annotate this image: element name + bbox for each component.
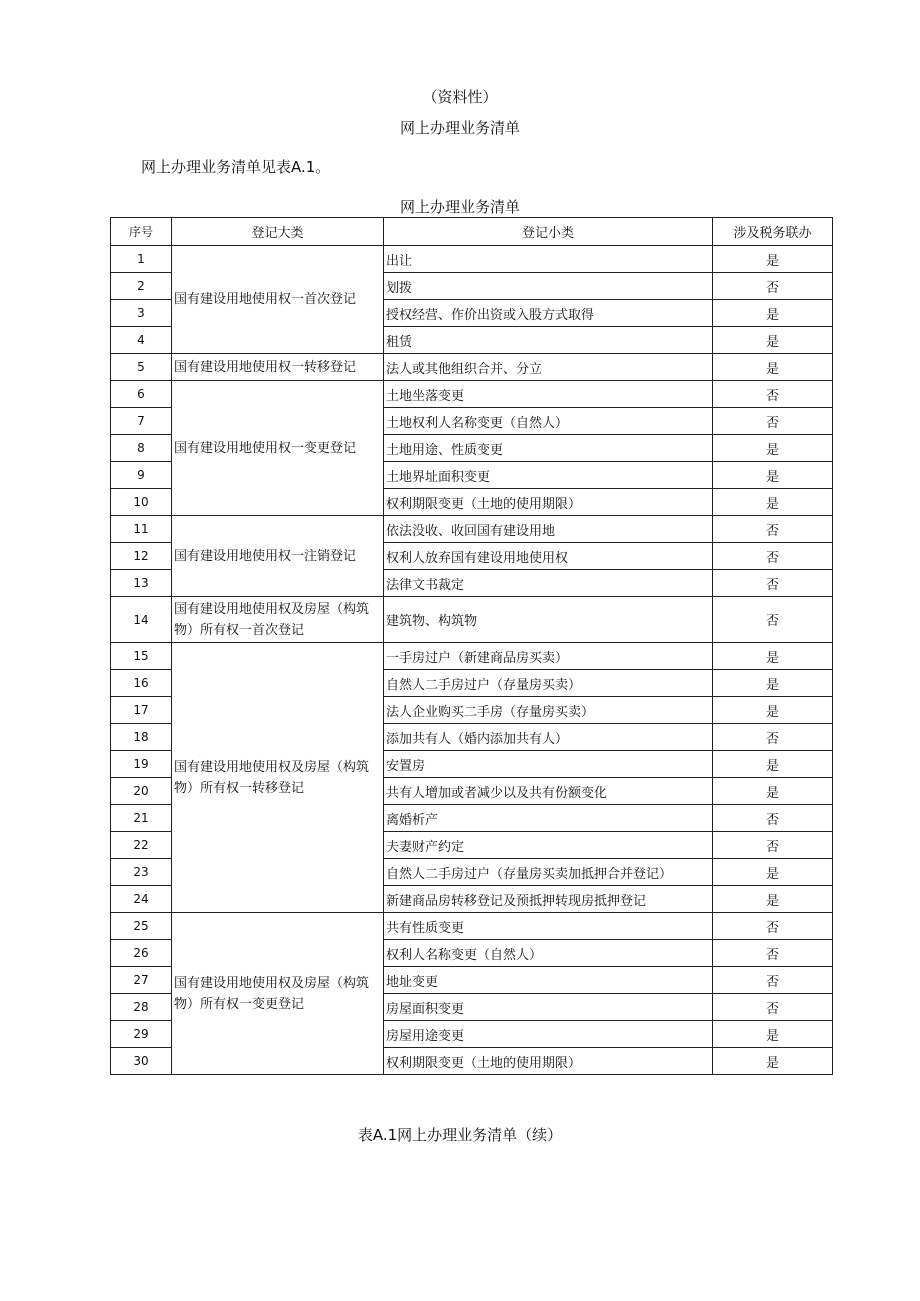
subcategory-cell: 土地界址面积变更 [384,462,713,489]
subcategory-cell: 授权经营、作价出资或入股方式取得 [384,300,713,327]
row-no: 22 [111,832,172,859]
table-caption: 网上办理业务清单 [399,198,520,216]
tax-cell: 是 [713,1048,833,1075]
row-no: 20 [111,778,172,805]
subcategory-cell: 法律文书裁定 [384,570,713,597]
row-no: 12 [111,543,172,570]
subcategory-cell: 共有人增加或者减少以及共有份额变化 [384,778,713,805]
row-no: 2 [111,273,172,300]
row-no: 10 [111,489,172,516]
subcategory-cell: 土地用途、性质变更 [384,435,713,462]
tax-cell: 是 [713,778,833,805]
table-row [111,597,833,643]
category-cell: 国有建设用地使用权一首次登记 [172,246,384,354]
subcategory-cell: 法人企业购买二手房（存量房买卖） [384,697,713,724]
row-no: 18 [111,724,172,751]
category-cell: 国有建设用地使用权一转移登记 [172,354,384,381]
tax-cell: 否 [713,994,833,1021]
category-cell: 国有建设用地使用权及房屋（构筑物）所有权一变更登记 [172,913,384,1075]
row-no: 17 [111,697,172,724]
table-header-row [111,218,833,246]
row-no: 21 [111,805,172,832]
subcategory-cell: 出让 [384,246,713,273]
row-no: 1 [111,246,172,273]
row-no: 19 [111,751,172,778]
row-no: 3 [111,300,172,327]
subcategory-cell: 土地坐落变更 [384,381,713,408]
row-no: 27 [111,967,172,994]
row-no: 9 [111,462,172,489]
tax-cell: 是 [713,462,833,489]
tax-cell: 否 [713,516,833,543]
tax-cell: 是 [713,246,833,273]
tax-cell: 否 [713,913,833,940]
subcategory-cell: 离婚析产 [384,805,713,832]
subcategory-cell: 添加共有人（婚内添加共有人） [384,724,713,751]
subcategory-cell: 法人或其他组织合并、分立 [384,354,713,381]
row-no: 4 [111,327,172,354]
row-no: 13 [111,570,172,597]
annex-note: （资料性） [422,88,498,106]
tax-cell: 否 [713,832,833,859]
table-row [111,381,833,408]
subcategory-cell: 土地权利人名称变更（自然人） [384,408,713,435]
row-no: 29 [111,1021,172,1048]
tax-cell: 否 [713,381,833,408]
tax-cell: 否 [713,273,833,300]
tax-cell: 是 [713,300,833,327]
table-row [111,354,833,381]
business-list-table [110,217,833,1075]
row-no: 24 [111,886,172,913]
tax-cell: 否 [713,724,833,751]
row-no: 23 [111,859,172,886]
subcategory-cell: 权利期限变更（土地的使用期限） [384,1048,713,1075]
tax-cell: 否 [713,570,833,597]
subcategory-cell: 自然人二手房过户（存量房买卖加抵押合并登记） [384,859,713,886]
continued-caption: 表A.1网上办理业务清单（续） [357,1126,563,1144]
row-no: 16 [111,670,172,697]
row-no: 30 [111,1048,172,1075]
subcategory-cell: 建筑物、构筑物 [384,597,713,643]
subcategory-cell: 权利人名称变更（自然人） [384,940,713,967]
tax-cell: 否 [713,940,833,967]
subcategory-cell: 权利期限变更（土地的使用期限） [384,489,713,516]
tax-cell: 否 [713,597,833,643]
row-no: 14 [111,597,172,643]
subcategory-cell: 安置房 [384,751,713,778]
row-no: 26 [111,940,172,967]
tax-cell: 是 [713,643,833,670]
category-cell: 国有建设用地使用权及房屋（构筑物）所有权一转移登记 [172,643,384,913]
subcategory-cell: 地址变更 [384,967,713,994]
tax-cell: 否 [713,805,833,832]
subcategory-cell: 一手房过户（新建商品房买卖） [384,643,713,670]
tax-cell: 是 [713,489,833,516]
row-no: 28 [111,994,172,1021]
tax-cell: 是 [713,697,833,724]
tax-cell: 否 [713,967,833,994]
row-no: 25 [111,913,172,940]
tax-cell: 是 [713,354,833,381]
header-no: 序号 [111,218,172,246]
tax-cell: 是 [713,859,833,886]
row-no: 15 [111,643,172,670]
tax-cell: 是 [713,670,833,697]
tax-cell: 是 [713,327,833,354]
tax-cell: 否 [713,543,833,570]
tax-cell: 是 [713,1021,833,1048]
subcategory-cell: 房屋用途变更 [384,1021,713,1048]
row-no: 6 [111,381,172,408]
header-tax: 涉及税务联办 [713,218,833,246]
subcategory-cell: 共有性质变更 [384,913,713,940]
header-subcategory: 登记小类 [384,218,713,246]
category-cell: 国有建设用地使用权一注销登记 [172,516,384,597]
subcategory-cell: 房屋面积变更 [384,994,713,1021]
tax-cell: 是 [713,435,833,462]
row-no: 11 [111,516,172,543]
tax-cell: 是 [713,751,833,778]
category-cell: 国有建设用地使用权一变更登记 [172,381,384,516]
header-category: 登记大类 [172,218,384,246]
table-row [111,643,833,670]
subcategory-cell: 依法没收、收回国有建设用地 [384,516,713,543]
subcategory-cell: 租赁 [384,327,713,354]
document-title: 网上办理业务清单 [399,119,520,137]
table-row [111,913,833,940]
row-no: 8 [111,435,172,462]
category-cell: 国有建设用地使用权及房屋（构筑物）所有权一首次登记 [172,597,384,643]
tax-cell: 否 [713,408,833,435]
subcategory-cell: 新建商品房转移登记及预抵押转现房抵押登记 [384,886,713,913]
subcategory-cell: 夫妻财产约定 [384,832,713,859]
subcategory-cell: 自然人二手房过户（存量房买卖） [384,670,713,697]
intro-text: 网上办理业务清单见表A.1。 [141,158,331,176]
table-row [111,246,833,273]
subcategory-cell: 权利人放弃国有建设用地使用权 [384,543,713,570]
row-no: 5 [111,354,172,381]
tax-cell: 是 [713,886,833,913]
row-no: 7 [111,408,172,435]
table-row [111,516,833,543]
subcategory-cell: 划拨 [384,273,713,300]
